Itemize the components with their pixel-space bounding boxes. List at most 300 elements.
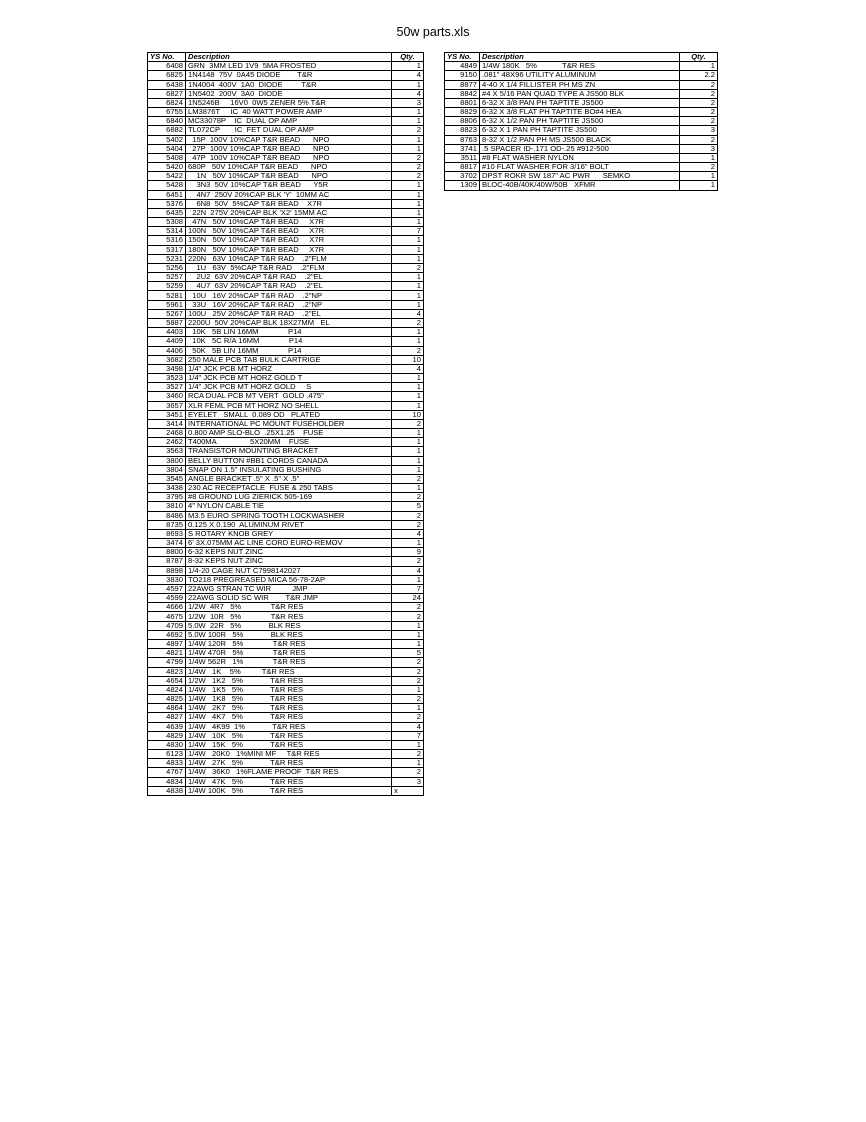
- qty-cell: 7: [392, 584, 424, 593]
- table-row: [148, 291, 424, 300]
- description-cell: T400MA 5X20MM FUSE: [186, 438, 392, 447]
- table-row: [148, 163, 424, 172]
- description-cell: 22AWG STRAN TC WIR JMP: [186, 584, 392, 593]
- table-row: [148, 612, 424, 621]
- ys-no-cell: 2462: [148, 438, 186, 447]
- description-cell: 6-32 X 1 PAN PH TAPTITE JS500: [480, 126, 680, 135]
- qty-cell: 1: [680, 172, 718, 181]
- ys-no-cell: 3804: [148, 465, 186, 474]
- ys-no-cell: 6755: [148, 108, 186, 117]
- qty-cell: 2: [392, 750, 424, 759]
- ys-no-cell: 6840: [148, 117, 186, 126]
- description-cell: 1/4W 27K 5% T&R RES: [186, 759, 392, 768]
- ys-no-cell: 5402: [148, 135, 186, 144]
- description-cell: #8 GROUND LUG ZIERICK 505-169: [186, 493, 392, 502]
- qty-cell: 1: [392, 575, 424, 584]
- qty-cell: 2: [392, 658, 424, 667]
- description-cell: 1/4-20 CAGE NUT C7998142027: [186, 566, 392, 575]
- table-row: [148, 208, 424, 217]
- table-row: [148, 511, 424, 520]
- ys-no-cell: 3460: [148, 392, 186, 401]
- table-row: [148, 566, 424, 575]
- qty-header: Qty.: [392, 53, 424, 62]
- ys-no-cell: 6824: [148, 98, 186, 107]
- qty-cell: 1: [392, 759, 424, 768]
- ys-no-cell: 3527: [148, 383, 186, 392]
- qty-cell: 2: [392, 695, 424, 704]
- qty-cell: 2: [392, 419, 424, 428]
- description-header: Description: [186, 53, 392, 62]
- ys-no-cell: 4654: [148, 676, 186, 685]
- parts-table-left: [147, 52, 424, 796]
- ys-no-cell: 4709: [148, 621, 186, 630]
- ys-no-cell: 4849: [445, 62, 480, 71]
- qty-cell: 2.2: [680, 71, 718, 80]
- qty-cell: 1: [392, 704, 424, 713]
- ys-no-cell: 3795: [148, 493, 186, 502]
- parts-table-right: [444, 52, 718, 191]
- ys-no-cell: 8693: [148, 529, 186, 538]
- ys-no-cell: 5256: [148, 263, 186, 272]
- description-cell: 6-32 X 3/8 PAN PH TAPTITE JS500: [480, 98, 680, 107]
- qty-cell: 4: [392, 309, 424, 318]
- table-row: [148, 502, 424, 511]
- table-row: [148, 236, 424, 245]
- description-cell: 230 AC RECEPTACLE FUSE & 250 TABS: [186, 484, 392, 493]
- ys-no-cell: 3498: [148, 364, 186, 373]
- description-cell: 180N 50V 10%CAP T&R BEAD X7R: [186, 245, 392, 254]
- description-cell: 33U 16V 20%CAP T&R RAD .2"NP: [186, 300, 392, 309]
- description-cell: 1/4W 1K5 5% T&R RES: [186, 685, 392, 694]
- table-row: [445, 135, 718, 144]
- ys-no-cell: 5267: [148, 309, 186, 318]
- description-cell: 1/4W 36K0 1%FLAME PROOF T&R RES: [186, 768, 392, 777]
- ys-no-cell: 4403: [148, 328, 186, 337]
- ys-no-cell: 9150: [445, 71, 480, 80]
- ys-no-cell: 5316: [148, 236, 186, 245]
- ys-no-cell: 3523: [148, 374, 186, 383]
- description-cell: 1/4W 47K 5% T&R RES: [186, 777, 392, 786]
- table-row: [148, 594, 424, 603]
- qty-cell: 2: [392, 346, 424, 355]
- ys-no-cell: 4639: [148, 722, 186, 731]
- description-cell: 6-32 X 1/2 PAN PH TAPTITE JS500: [480, 117, 680, 126]
- table-row: [148, 108, 424, 117]
- qty-cell: 1: [392, 117, 424, 126]
- qty-cell: 1: [392, 374, 424, 383]
- description-cell: 2U2 63V 20%CAP T&R RAD .2"EL: [186, 273, 392, 282]
- qty-cell: 10: [392, 410, 424, 419]
- table-row: [148, 273, 424, 282]
- description-cell: 1/4W 120R 5% T&R RES: [186, 640, 392, 649]
- description-cell: 1/4W 4K7 5% T&R RES: [186, 713, 392, 722]
- description-cell: 50K 5B LIN 16MM P14: [186, 346, 392, 355]
- qty-cell: 1: [392, 80, 424, 89]
- qty-cell: 2: [392, 318, 424, 327]
- ys-no-cell: 4823: [148, 667, 186, 676]
- description-cell: 6N8 50V 5%CAP T&R BEAD X7R: [186, 199, 392, 208]
- ys-no-cell: 4406: [148, 346, 186, 355]
- table-row: [445, 108, 718, 117]
- description-cell: 1N4148 75V 0A45 DIODE T&R: [186, 71, 392, 80]
- qty-cell: 1: [392, 62, 424, 71]
- qty-cell: 1: [392, 429, 424, 438]
- description-cell: 220N 63V 10%CAP T&R RAD .2"FLM: [186, 254, 392, 263]
- description-cell: 100N 50V 10%CAP T&R BEAD X7R: [186, 227, 392, 236]
- table-row: [148, 227, 424, 236]
- table-row: [148, 685, 424, 694]
- ys-no-cell: 5961: [148, 300, 186, 309]
- qty-cell: 4: [392, 71, 424, 80]
- description-cell: 10U 16V 20%CAP T&R RAD .2"NP: [186, 291, 392, 300]
- ys-no-cell: 5259: [148, 282, 186, 291]
- description-cell: 1/4" JCK PCB MT HORZ GOLD S: [186, 383, 392, 392]
- description-cell: TO218 PREGREASED MICA 56-78-2AP: [186, 575, 392, 584]
- table-row: [445, 62, 718, 71]
- table-row: [148, 218, 424, 227]
- ys-no-cell: 4825: [148, 695, 186, 704]
- table-row: [148, 282, 424, 291]
- qty-cell: 1: [392, 300, 424, 309]
- table-row: [148, 355, 424, 364]
- ys-no-cell: 5887: [148, 318, 186, 327]
- qty-cell: 3: [680, 144, 718, 153]
- description-cell: S ROTARY KNOB GREY: [186, 529, 392, 538]
- table-row: [148, 777, 424, 786]
- qty-cell: 2: [392, 612, 424, 621]
- ys-no-cell: 3830: [148, 575, 186, 584]
- qty-cell: 2: [392, 153, 424, 162]
- description-cell: 4-40 X 1/4 FILLISTER PH MS ZN: [480, 80, 680, 89]
- table-row: [445, 98, 718, 107]
- ys-no-cell: 3563: [148, 447, 186, 456]
- description-cell: 1/4W 180K 5% T&R RES: [480, 62, 680, 71]
- qty-cell: 2: [392, 557, 424, 566]
- description-cell: MC33078P IC DUAL OP AMP: [186, 117, 392, 126]
- ys-no-cell: 3810: [148, 502, 186, 511]
- description-cell: 1/2W 4R7 5% T&R RES: [186, 603, 392, 612]
- table-row: [148, 584, 424, 593]
- ys-no-cell: 8829: [445, 108, 480, 117]
- table-header-row: [445, 53, 718, 62]
- qty-cell: 4: [392, 89, 424, 98]
- ys-no-cell: 5308: [148, 218, 186, 227]
- ys-no-cell: 6882: [148, 126, 186, 135]
- ys-no-cell: 4864: [148, 704, 186, 713]
- ys-no-cell: 4409: [148, 337, 186, 346]
- ys-no-cell: 8800: [148, 548, 186, 557]
- qty-cell: 1: [392, 392, 424, 401]
- table-row: [445, 153, 718, 162]
- table-row: [148, 456, 424, 465]
- qty-cell: 2: [392, 511, 424, 520]
- table-row: [148, 383, 424, 392]
- qty-cell: 2: [392, 163, 424, 172]
- ys-no-cell: 3545: [148, 474, 186, 483]
- description-cell: 1/4W 2K7 5% T&R RES: [186, 704, 392, 713]
- qty-cell: 1: [392, 740, 424, 749]
- table-row: [148, 621, 424, 630]
- table-row: [445, 163, 718, 172]
- table-row: [148, 603, 424, 612]
- qty-cell: 2: [392, 172, 424, 181]
- description-cell: 0.125 X 0.190 ALUMINUM RIVET: [186, 520, 392, 529]
- table-row: [148, 98, 424, 107]
- qty-cell: 4: [392, 722, 424, 731]
- description-cell: 3N3 50V 10%CAP T&R BEAD Y5R: [186, 181, 392, 190]
- qty-cell: 4: [392, 566, 424, 575]
- table-row: [148, 539, 424, 548]
- ys-no-cell: 8823: [445, 126, 480, 135]
- qty-cell: 1: [392, 144, 424, 153]
- ys-no-cell: 4675: [148, 612, 186, 621]
- ys-no-cell: 6123: [148, 750, 186, 759]
- table-row: [148, 337, 424, 346]
- table-row: [148, 786, 424, 795]
- table-row: [148, 474, 424, 483]
- description-cell: #8 FLAT WASHER NYLON: [480, 153, 680, 162]
- table-row: [148, 575, 424, 584]
- ys-no-cell: 8842: [445, 89, 480, 98]
- table-row: [445, 172, 718, 181]
- qty-cell: 1: [392, 621, 424, 630]
- ys-no-cell: 4767: [148, 768, 186, 777]
- table-row: [148, 263, 424, 272]
- table-row: [148, 364, 424, 373]
- description-cell: 1/4W 470R 5% T&R RES: [186, 649, 392, 658]
- qty-cell: 2: [392, 493, 424, 502]
- description-cell: LM3876T IC 40 WATT POWER AMP: [186, 108, 392, 117]
- ys-no-cell: 4830: [148, 740, 186, 749]
- ys-no-cell: 4834: [148, 777, 186, 786]
- ys-no-cell: 8877: [445, 80, 480, 89]
- table-row: [148, 548, 424, 557]
- description-cell: INTERNATIONAL PC MOUNT FUSEHOLDER: [186, 419, 392, 428]
- description-cell: .5 SPACER ID-.171 OD-.25 #912-500: [480, 144, 680, 153]
- qty-cell: 1: [392, 181, 424, 190]
- table-row: [445, 126, 718, 135]
- qty-cell: 3: [392, 98, 424, 107]
- qty-cell: 2: [392, 676, 424, 685]
- table-row: [148, 493, 424, 502]
- description-cell: 1/2W 1K2 5% T&R RES: [186, 676, 392, 685]
- table-row: [148, 199, 424, 208]
- ys-no-cell: 8898: [148, 566, 186, 575]
- description-cell: RCA DUAL PCB MT VERT GOLD .475": [186, 392, 392, 401]
- ys-no-cell: 4692: [148, 630, 186, 639]
- qty-cell: 2: [392, 603, 424, 612]
- ys-no-cell: 4829: [148, 731, 186, 740]
- ys-no-cell: 8801: [445, 98, 480, 107]
- qty-cell: x: [392, 786, 424, 795]
- ys-no-cell: 4838: [148, 786, 186, 795]
- table-row: [445, 181, 718, 190]
- description-cell: 4N7 250V 20%CAP BLK 'Y' 10MM AC: [186, 190, 392, 199]
- description-cell: 1/4W 100K 5% T&R RES: [186, 786, 392, 795]
- qty-cell: 7: [392, 731, 424, 740]
- table-header-row: [148, 53, 424, 62]
- table-row: [148, 144, 424, 153]
- ys-no-cell: 3657: [148, 401, 186, 410]
- table-row: [148, 722, 424, 731]
- ys-no-cell: 5314: [148, 227, 186, 236]
- description-cell: 1N4004 400V 1A0 DIODE T&R: [186, 80, 392, 89]
- description-cell: 27P 100V 10%CAP T&R BEAD NPO: [186, 144, 392, 153]
- table-row: [148, 557, 424, 566]
- description-cell: 1N5246B 16V0 0W5 ZENER 5% T&R: [186, 98, 392, 107]
- qty-cell: 2: [680, 108, 718, 117]
- qty-cell: 1: [392, 630, 424, 639]
- table-row: [148, 529, 424, 538]
- qty-cell: 1: [680, 181, 718, 190]
- description-cell: 1/2W 10R 5% T&R RES: [186, 612, 392, 621]
- ys-no-cell: 5404: [148, 144, 186, 153]
- qty-cell: 1: [392, 254, 424, 263]
- qty-cell: 1: [392, 190, 424, 199]
- ys-no-cell: 6408: [148, 62, 186, 71]
- ys-no-header: YS No.: [148, 53, 186, 62]
- qty-cell: 4: [392, 364, 424, 373]
- table-row: [148, 181, 424, 190]
- qty-cell: 1: [680, 62, 718, 71]
- qty-cell: 3: [392, 777, 424, 786]
- table-row: [148, 80, 424, 89]
- ys-no-cell: 8735: [148, 520, 186, 529]
- qty-cell: 2: [392, 667, 424, 676]
- description-cell: 6-32 X 3/8 FLAT PH TAPTITE BO#4 HEA: [480, 108, 680, 117]
- description-cell: 1/4W 1K 5% T&R RES: [186, 667, 392, 676]
- qty-cell: 1: [392, 438, 424, 447]
- ys-no-cell: 5281: [148, 291, 186, 300]
- qty-cell: 1: [392, 465, 424, 474]
- description-cell: 1N5402 200V 3A0 DIODE: [186, 89, 392, 98]
- ys-no-cell: 6451: [148, 190, 186, 199]
- table-row: [148, 245, 424, 254]
- table-row: [148, 713, 424, 722]
- ys-no-cell: 5257: [148, 273, 186, 282]
- description-cell: TL072CP IC FET DUAL OP AMP: [186, 126, 392, 135]
- table-row: [148, 649, 424, 658]
- ys-no-cell: 4827: [148, 713, 186, 722]
- description-cell: 8-32 KEPS NUT ZINC: [186, 557, 392, 566]
- qty-cell: 2: [392, 520, 424, 529]
- table-row: [148, 318, 424, 327]
- description-cell: #10 FLAT WASHER FOR 3/16" BOLT: [480, 163, 680, 172]
- qty-cell: 1: [680, 153, 718, 162]
- description-cell: DPST ROKR SW 187" AC PWR SEMKO: [480, 172, 680, 181]
- table-row: [148, 392, 424, 401]
- table-row: [148, 750, 424, 759]
- table-row: [148, 419, 424, 428]
- ys-no-cell: 3451: [148, 410, 186, 419]
- document-title: 50w parts.xls: [396, 25, 470, 39]
- ys-no-cell: 8486: [148, 511, 186, 520]
- qty-cell: 4: [392, 529, 424, 538]
- qty-cell: 1: [392, 685, 424, 694]
- ys-no-cell: 3741: [445, 144, 480, 153]
- qty-cell: 1: [392, 401, 424, 410]
- qty-cell: 1: [392, 245, 424, 254]
- qty-cell: 7: [392, 227, 424, 236]
- description-cell: 150N 50V 10%CAP T&R BEAD X7R: [186, 236, 392, 245]
- description-cell: .081" 48X96 UTILITY ALUMINUM: [480, 71, 680, 80]
- table-row: [148, 135, 424, 144]
- ys-no-cell: 3474: [148, 539, 186, 548]
- ys-no-cell: 5420: [148, 163, 186, 172]
- qty-cell: 1: [392, 456, 424, 465]
- table-row: [148, 62, 424, 71]
- ys-no-cell: 5317: [148, 245, 186, 254]
- ys-no-cell: 4824: [148, 685, 186, 694]
- qty-cell: 1: [392, 291, 424, 300]
- qty-cell: 5: [392, 649, 424, 658]
- ys-no-cell: 3511: [445, 153, 480, 162]
- ys-no-cell: 4833: [148, 759, 186, 768]
- ys-no-cell: 6438: [148, 80, 186, 89]
- qty-cell: 1: [392, 539, 424, 548]
- description-header: Description: [480, 53, 680, 62]
- table-row: [148, 759, 424, 768]
- ys-no-cell: 3800: [148, 456, 186, 465]
- ys-no-cell: 4599: [148, 594, 186, 603]
- ys-no-cell: 6435: [148, 208, 186, 217]
- description-cell: EYELET SMALL 0.089 OD PLATED: [186, 410, 392, 419]
- qty-cell: 2: [680, 163, 718, 172]
- table-row: [148, 465, 424, 474]
- qty-header: Qty.: [680, 53, 718, 62]
- table-row: [148, 740, 424, 749]
- table-row: [148, 126, 424, 135]
- table-row: [148, 630, 424, 639]
- description-cell: 6' 3X.075MM AC LINE CORD EURO-REMOV: [186, 539, 392, 548]
- table-row: [148, 153, 424, 162]
- description-cell: 250 MALE PCB TAB BULK CARTRIGE: [186, 355, 392, 364]
- description-cell: 1/4W 562R 1% T&R RES: [186, 658, 392, 667]
- ys-no-cell: 4821: [148, 649, 186, 658]
- ys-no-cell: 5422: [148, 172, 186, 181]
- description-cell: M3.5 EURO SPRING TOOTH LOCKWASHER: [186, 511, 392, 520]
- description-cell: 4" NYLON CABLE TIE: [186, 502, 392, 511]
- table-row: [148, 640, 424, 649]
- description-cell: 10K 5B LIN 16MM P14: [186, 328, 392, 337]
- qty-cell: 1: [392, 108, 424, 117]
- table-row: [445, 117, 718, 126]
- description-cell: 1U 63V 5%CAP T&R RAD .2"FLM: [186, 263, 392, 272]
- qty-cell: 1: [392, 135, 424, 144]
- qty-cell: 1: [392, 484, 424, 493]
- description-cell: BELLY BUTTON #BB1 CORDS CANADA: [186, 456, 392, 465]
- description-cell: 680P 50V 10%CAP T&R BEAD NPO: [186, 163, 392, 172]
- description-cell: TRANSISTOR MOUNTING BRACKET: [186, 447, 392, 456]
- description-cell: 1/4" JCK PCB MT HORZ GOLD T: [186, 374, 392, 383]
- table-row: [445, 80, 718, 89]
- table-row: [148, 768, 424, 777]
- table-row: [148, 374, 424, 383]
- table-row: [148, 704, 424, 713]
- table-row: [148, 300, 424, 309]
- ys-no-cell: 3414: [148, 419, 186, 428]
- description-cell: 1/4W 20K0 1%MINI MF T&R RES: [186, 750, 392, 759]
- description-cell: GRN 3MM LED 1V9 5MA FROSTED: [186, 62, 392, 71]
- qty-cell: 2: [392, 263, 424, 272]
- ys-no-cell: 8787: [148, 557, 186, 566]
- ys-no-cell: 5376: [148, 199, 186, 208]
- table-row: [445, 71, 718, 80]
- ys-no-cell: 5408: [148, 153, 186, 162]
- qty-cell: 3: [680, 126, 718, 135]
- table-row: [148, 667, 424, 676]
- table-row: [148, 328, 424, 337]
